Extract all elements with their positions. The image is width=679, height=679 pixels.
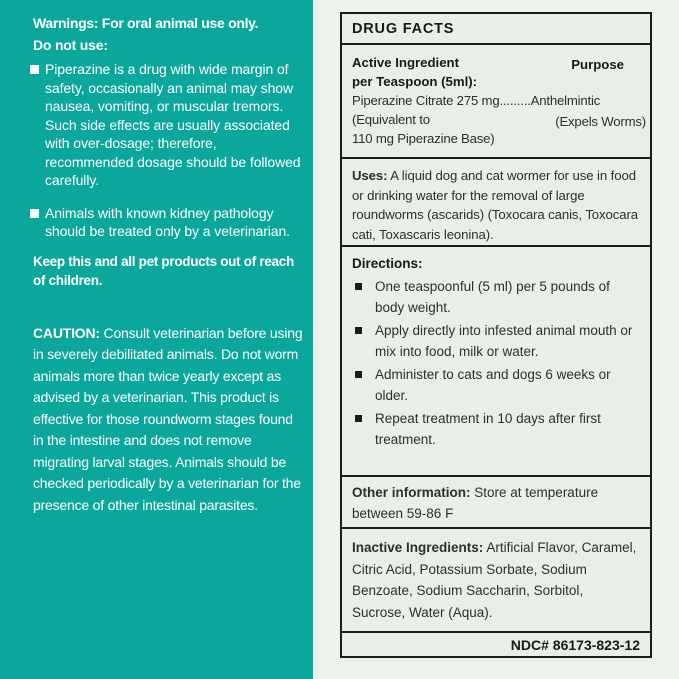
inactive-ingredients-label: Inactive Ingredients: <box>352 540 484 555</box>
direction-item <box>352 408 640 450</box>
caution-paragraph <box>30 323 303 517</box>
other-information-section <box>342 475 650 527</box>
direction-text: Repeat treatment in 10 days after first treatment. <box>375 411 601 447</box>
uses-section <box>342 157 650 245</box>
active-ingredient-heading-line2: per Teaspoon (5ml): <box>352 74 478 89</box>
warning-bullet-text: Animals with known kidney pathology should be treated only by a veterinarian. <box>45 204 290 239</box>
active-ingredient-heading-line1: Active Ingredient <box>352 55 459 70</box>
inactive-ingredients-section <box>342 527 650 631</box>
warnings-title: Warnings: For oral animal use only. <box>33 15 259 31</box>
ndc-row <box>342 631 650 656</box>
purpose-heading: Purpose <box>571 57 624 72</box>
other-information-label: Other information: <box>352 485 471 500</box>
square-bullet-icon <box>355 371 362 378</box>
direction-text: Administer to cats and dogs 6 weeks or older. <box>375 367 611 403</box>
square-bullet-icon <box>355 327 362 334</box>
keep-out-of-reach-text: Keep this and all pet products out of reach of children. <box>33 253 294 288</box>
direction-item <box>352 320 640 362</box>
equivalent-line2: 110 mg Piperazine Base) <box>352 131 495 146</box>
warnings-panel-content <box>0 0 313 516</box>
drug-facts-header <box>342 14 650 43</box>
other-information-text: Store at temperature between 59-86 F <box>352 485 599 521</box>
ndc-number: NDC# 86173-823-12 <box>510 636 640 653</box>
square-bullet-icon <box>30 209 39 218</box>
uses-text: A liquid dog and cat wormer for use in food or drinking water for the removal of large roundworms (ascarids) (Toxocara canis, Toxocara cati, Toxascaris leonina). <box>352 168 639 242</box>
drug-facts-box <box>340 12 652 658</box>
direction-text: One teaspoonful (5 ml) per 5 pounds of body weight. <box>375 279 610 315</box>
directions-label: Directions: <box>352 256 423 271</box>
caution-label: CAUTION: <box>33 324 100 341</box>
direction-item <box>352 364 640 406</box>
do-not-use-heading: Do not use: <box>33 37 108 53</box>
warnings-panel <box>0 0 313 679</box>
directions-section <box>342 245 650 475</box>
inactive-ingredients-text: Artificial Flavor, Caramel, Citric Acid, Potassium Sorbate, Sodium Benzoate, Sodium Saccharin, Sorbitol, Sucrose, Water (Aqua). <box>352 540 637 620</box>
direction-text: Apply directly into infested animal mouth or mix into food, milk or water. <box>375 323 633 359</box>
active-ingredient-section <box>342 43 650 157</box>
drug-facts-title: DRUG FACTS <box>352 20 455 37</box>
warning-bullet-item <box>30 60 303 190</box>
warning-bullet-item <box>30 204 303 241</box>
square-bullet-icon <box>30 65 39 74</box>
uses-label: Uses: <box>352 168 388 183</box>
purpose-value: (Expels Worms) <box>555 114 646 129</box>
warning-bullet-text: Piperazine is a drug with wide margin of safety, occasionally an animal may show nausea, vomiting, or muscular tremors. Such side effects are usually associated with over-dosage; therefore, recommended dosage should be followed carefully. <box>45 61 301 188</box>
square-bullet-icon <box>355 415 362 422</box>
direction-item <box>352 276 640 318</box>
caution-text: Consult veterinarian before using in severely debilitated animals. Do not worm animals more than twice yearly except as advised by a veterinarian. This product is effective for those roundworm stages found in the intestine and does not remove migrating larval stages. Animals should be checked periodically by a veterinarian for the presence of other intestinal parasites. <box>33 324 303 513</box>
active-ingredient-amount: Piperazine Citrate 275 mg.........Anthelmintic <box>352 93 601 108</box>
drug-facts-page <box>313 0 679 679</box>
equivalent-line1: (Equivalent to <box>352 112 430 127</box>
square-bullet-icon <box>355 283 362 290</box>
